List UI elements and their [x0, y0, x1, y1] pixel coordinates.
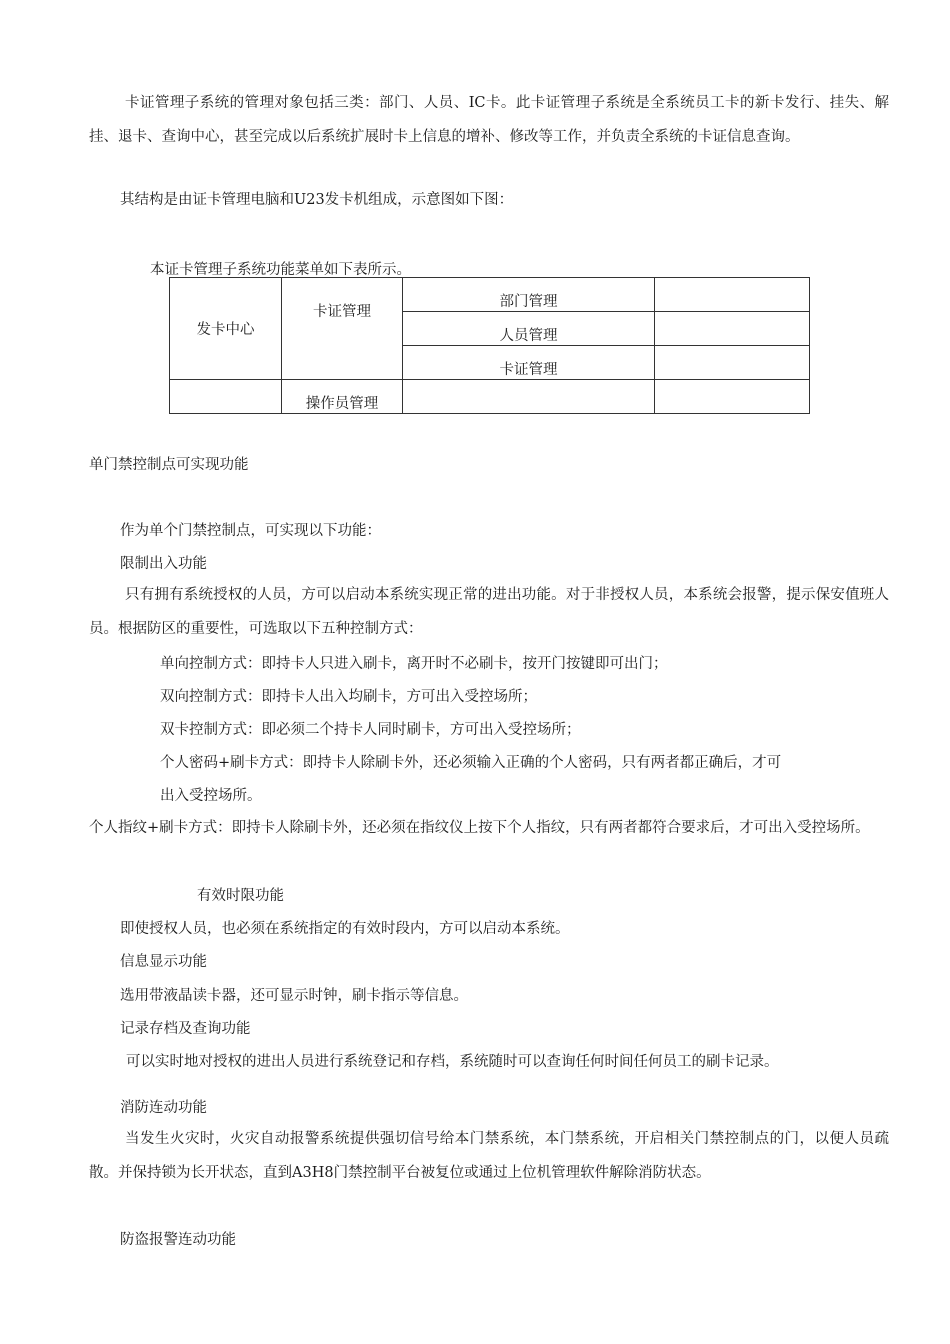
menu-cell-card-center: 发卡中心 — [170, 278, 282, 380]
menu-cell-empty-3 — [655, 346, 810, 380]
mode-2: 双向控制方式：即持卡人出入均刷卡，方可出入受控场所； — [160, 689, 537, 705]
fire-title: 消防连动功能 — [120, 1100, 207, 1116]
valid-title: 有效时限功能 — [197, 888, 284, 904]
record-title: 记录存档及查询功能 — [120, 1021, 251, 1037]
menu-cell-department: 部门管理 — [403, 278, 655, 312]
restrict-body: 只有拥有系统授权的人员，方可以启动本系统实现正常的进出功能。对于非授权人员，本系统会报警，提示保安值班人员。根据防区的重要性，可选取以下五种控制方式： — [89, 587, 889, 637]
mode-3: 双卡控制方式：即必须二个持卡人同时刷卡，方可出入受控场所； — [160, 722, 581, 738]
function-menu-table — [169, 277, 810, 414]
menu-cell-card: 卡证管理 — [403, 346, 655, 380]
mode-4-line-2: 出入受控场所。 — [160, 788, 262, 804]
menu-cell-empty-2 — [655, 312, 810, 346]
intro-paragraph-2: 其结构是由证卡管理电脑和U23发卡机组成，示意图如下图： — [120, 192, 514, 208]
mode-5: 个人指纹+刷卡方式：即持卡人除刷卡外，还必须在指纹仪上按下个人指纹，只有两者都符合要求后，才可出入受控场所。 — [89, 820, 870, 836]
section-lead: 作为单个门禁控制点，可实现以下功能： — [120, 523, 381, 539]
menu-cell-empty-6 — [655, 380, 810, 414]
info-body: 选用带液晶读卡器，还可显示时钟，刷卡指示等信息。 — [120, 988, 468, 1004]
menu-cell-card-management: 卡证管理 — [282, 278, 403, 380]
menu-cell-empty-5 — [403, 380, 655, 414]
intro-paragraph-1: 卡证管理子系统的管理对象包括三类：部门、人员、IC卡。此卡证管理子系统是全系统员工卡的新卡发行、挂失、解挂、退卡、查询中心，甚至完成以后系统扩展时卡上信息的增补、修改等工作，并负责全系统的卡证信息查询。 — [89, 95, 889, 145]
fire-body: 当发生火灾时，火灾自动报警系统提供强切信号给本门禁系统，本门禁系统，开启相关门禁控制点的门，以便人员疏散。并保持锁为长开状态，直到A3H8门禁控制平台被复位或通过上位机管理软件解除消防状态。 — [89, 1131, 889, 1181]
mode-1: 单向控制方式：即持卡人只进入刷卡，离开时不必刷卡，按开门按键即可出门； — [160, 656, 668, 672]
menu-cell-operator: 操作员管理 — [282, 380, 403, 414]
alarm-title: 防盗报警连动功能 — [120, 1232, 236, 1248]
restrict-title: 限制出入功能 — [120, 556, 207, 572]
record-body: 可以实时地对授权的进出人员进行系统登记和存档，系统随时可以查询任何时间任何员工的刷卡记录。 — [126, 1054, 779, 1070]
menu-cell-empty-4 — [170, 380, 282, 414]
info-title: 信息显示功能 — [120, 954, 207, 970]
valid-body: 即使授权人员，也必须在系统指定的有效时段内，方可以启动本系统。 — [120, 921, 570, 937]
menu-cell-personnel: 人员管理 — [403, 312, 655, 346]
menu-cell-empty-1 — [655, 278, 810, 312]
section-heading: 单门禁控制点可实现功能 — [89, 457, 249, 473]
table-caption: 本证卡管理子系统功能菜单如下表所示。 — [150, 262, 411, 278]
mode-4-line-1: 个人密码+刷卡方式：即持卡人除刷卡外，还必须输入正确的个人密码，只有两者都正确后，才可 — [160, 755, 782, 771]
